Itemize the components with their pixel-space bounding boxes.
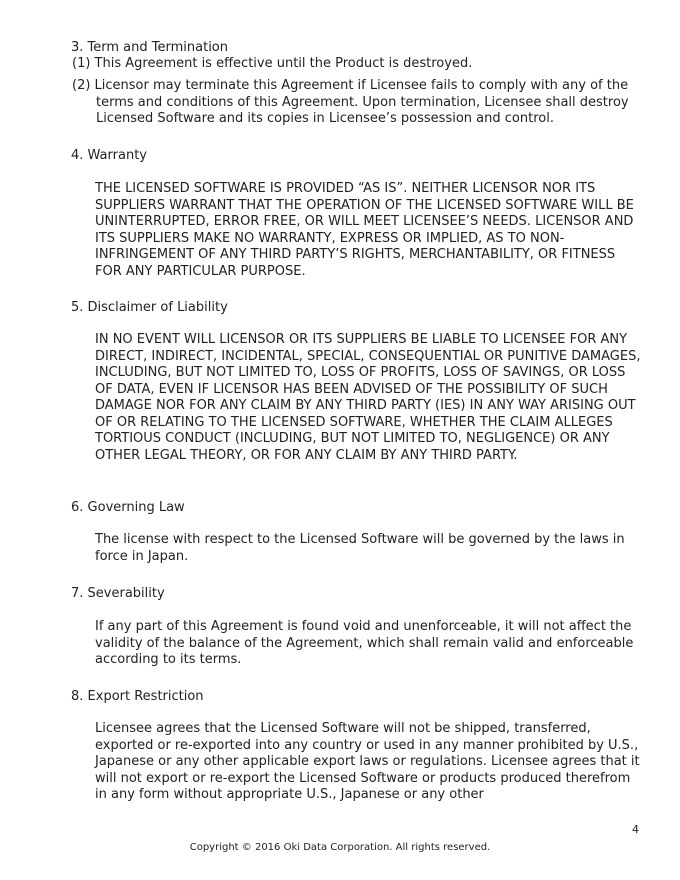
export-restriction-paragraph: Licensee agrees that the Licensed Software will not be shipped, transferred, exported or re-exported into any country or used in any manner prohibited by U.S., Japanese or any other applicable export laws or regulations. Licensee agrees that it will not export or re-export the Licensed Software or products produced therefrom in any form without appropriate U.S., Japanese or any other — [95, 721, 640, 802]
disclaimer-paragraph: IN NO EVENT WILL LICENSOR OR ITS SUPPLIERS BE LIABLE TO LICENSEE FOR ANY DIRECT, INDIRECT, INCIDENTAL, SPECIAL, CONSEQUENTIAL OR PUNITIVE DAMAGES, INCLUDING, BUT NOT LIMITED TO, LOSS OF PROFITS, LOSS OF SAVINGS, OR LOSS OF DATA, EVEN IF LICENSOR HAS BEEN ADVISED OF THE POSSIBILITY OF SUCH DAMAGE NOR FOR ANY CLAIM BY ANY THIRD PARTY (IES) IN ANY WAY ARISING OUT OF OR RELATING TO THE LICENSED SOFTWARE, WHETHER THE CLAIM ALLEGES TORTIOUS CONDUCT (INCLUDING, BUT NOT LIMITED TO, NEGLIGENCE) OR ANY OTHER LEGAL THEORY, OR FOR ANY CLAIM BY ANY THIRD PARTY. — [95, 332, 641, 463]
section-heading-term-and-termination: 3. Term and Termination — [71, 40, 228, 55]
page-number: 4 — [632, 823, 639, 836]
section-heading-governing-law: 6. Governing Law — [71, 500, 185, 515]
copyright-footer: Copyright © 2016 Oki Data Corporation. All rights reserved. — [189, 842, 491, 853]
term-item-1: (1) This Agreement is effective until the Product is destroyed. — [72, 56, 473, 71]
section-heading-disclaimer-of-liability: 5. Disclaimer of Liability — [71, 300, 228, 315]
section-heading-export-restriction: 8. Export Restriction — [71, 689, 204, 704]
severability-paragraph: If any part of this Agreement is found void and unenforceable, it will not affect the validity of the balance of the Agreement, which shall remain valid and enforceable according to its terms. — [95, 619, 634, 667]
section-heading-warranty: 4. Warranty — [71, 148, 147, 163]
section-heading-severability: 7. Severability — [71, 586, 165, 601]
warranty-paragraph: THE LICENSED SOFTWARE IS PROVIDED “AS IS”. NEITHER LICENSOR NOR ITS SUPPLIERS WARRANT THAT THE OPERATION OF THE LICENSED SOFTWARE WILL BE UNINTERRUPTED, ERROR FREE, OR WILL MEET LICENSEE’S NEEDS. LICENSOR AND ITS SUPPLIERS MAKE NO WARRANTY, EXPRESS OR IMPLIED, AS TO NON-INFRINGEMENT OF ANY THIRD PARTY’S RIGHTS, MERCHANTABILITY, OR FITNESS FOR ANY PARTICULAR PURPOSE. — [95, 181, 634, 279]
term-item-2: (2) Licensor may terminate this Agreement if Licensee fails to comply with any of the terms and conditions of this Agreement. Upon termination, Licensee shall destroy Licensed Software and its copies in Licensee’s possession and control. — [72, 78, 629, 126]
governing-law-paragraph: The license with respect to the Licensed Software will be governed by the laws in force in Japan. — [95, 532, 625, 564]
